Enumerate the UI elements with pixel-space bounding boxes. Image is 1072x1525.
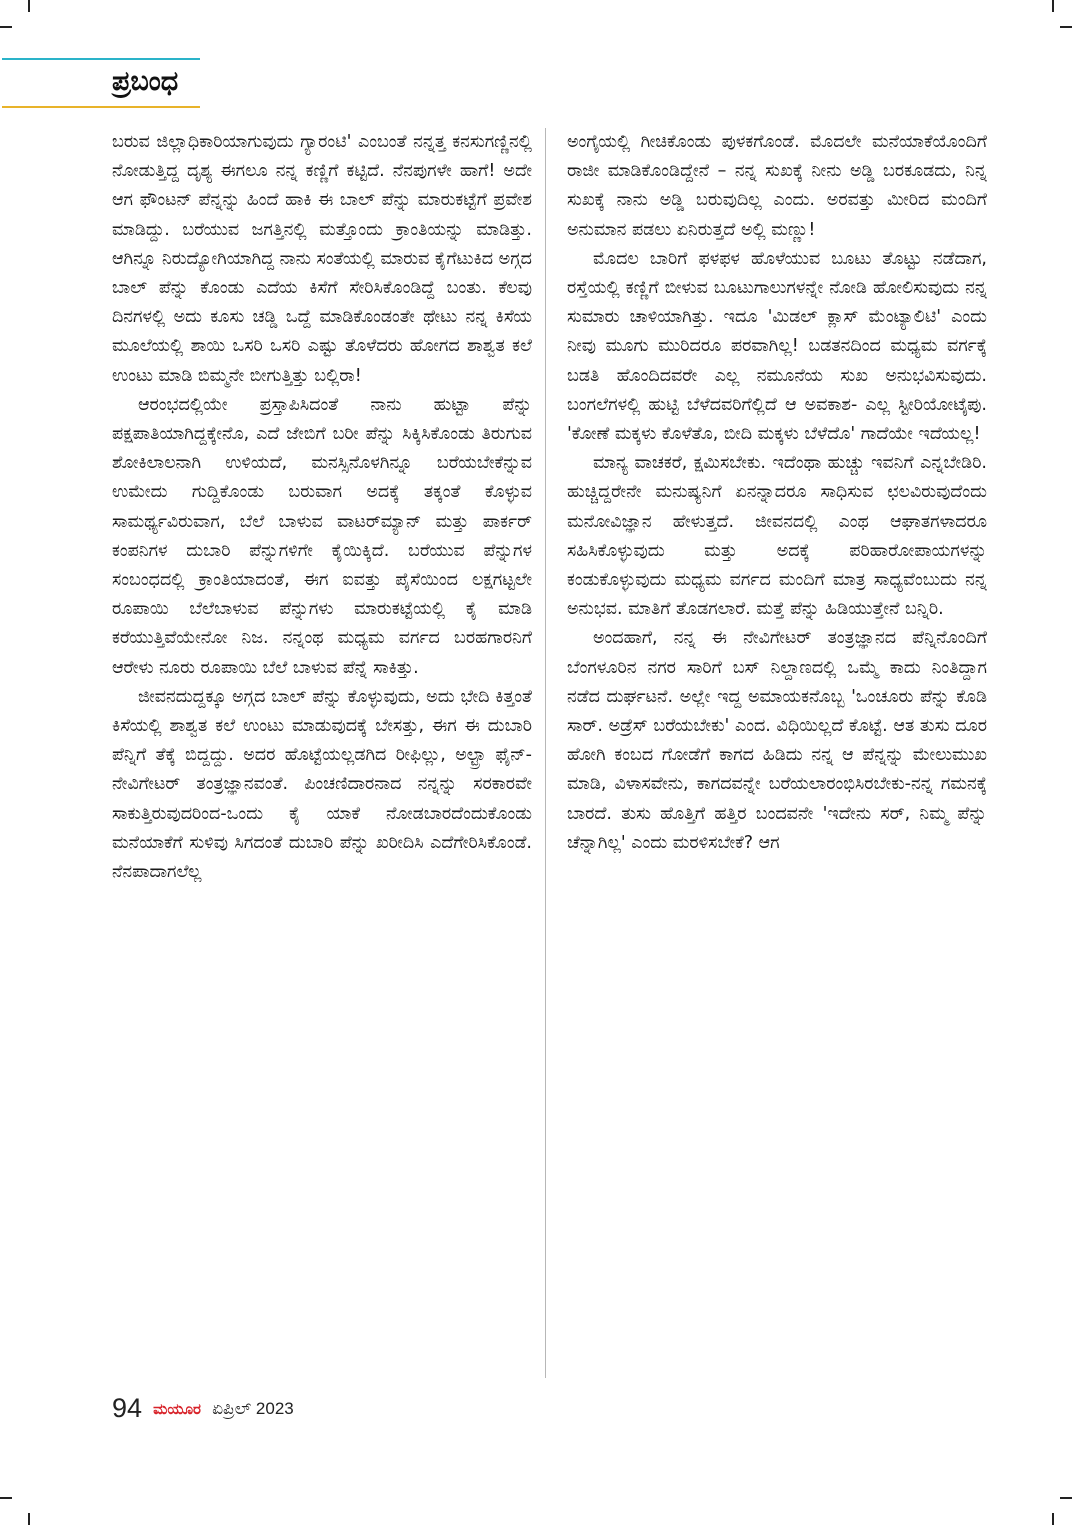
crop-mark [1052, 1513, 1054, 1525]
paragraph: ಮಾನ್ಯ ವಾಚಕರೆ, ಕ್ಷಮಿಸಬೇಕು. ಇದೆಂಥಾ ಹುಚ್ಚು ಇವನಿಗೆ ಎನ್ನಬೇಡಿರಿ. ಹುಚ್ಚಿದ್ದರೇನೇ ಮನುಷ್ಯನಿಗೆ ಏನನ್ನಾದರೂ ಸಾಧಿಸುವ ಛಲವಿರುವುದೆಂದು ಮನೋವಿಜ್ಞಾನ ಹೇಳುತ್ತದೆ. ಜೀವನದಲ್ಲಿ ಎಂಥ ಆಘಾತಗಳಾದರೂ ಸಹಿಸಿಕೊಳ್ಳುವುದು ಮತ್ತು ಅದಕ್ಕೆ ಪರಿಹಾರೋಪಾಯಗಳನ್ನು ಕಂಡುಕೊಳ್ಳುವುದು ಮಧ್ಯಮ ವರ್ಗದ ಮಂದಿಗೆ ಮಾತ್ರ ಸಾಧ್ಯವೆಂಬುದು ನನ್ನ ಅನುಭವ. ಮಾತಿಗೆ ತೊಡಗಲಾರೆ. ಮತ್ತೆ ಪೆನ್ನು ಹಿಡಿಯುತ್ತೇನೆ ಬನ್ನಿರಿ. [567, 453, 987, 620]
crop-mark [1060, 1497, 1072, 1499]
header-rule-bottom [2, 106, 200, 108]
paragraph: ಜೀವನದುದ್ದಕ್ಕೂ ಅಗ್ಗದ ಬಾಲ್ ಪೆನ್ನು ಕೊಳ್ಳುವುದು, ಅದು ಭೇದಿ ಕಿತ್ತಂತೆ ಕಿಸೆಯಲ್ಲಿ ಶಾಶ್ವತ ಕಲೆ ಉಂಟು ಮಾಡುವುದಕ್ಕೆ ಬೇಸತ್ತು, ಈಗ ಈ ದುಬಾರಿ ಪೆನ್ನಿಗೆ ತೆಕ್ಕೆ ಬಿದ್ದದ್ದು. ಅದರ ಹೊಟ್ಟೆಯಲ್ಲಡಗಿದ ರೀಫಿಲ್ಲು, ಅಲ್ಟ್ರಾ ಫೈನ್-ನೇವಿಗೇಟರ್ ತಂತ್ರಜ್ಞಾನವಂತೆ. ಪಿಂಚಣಿದಾರನಾದ ನನ್ನನ್ನು ಸರಕಾರವೇ ಸಾಕುತ್ತಿರುವುದರಿಂದ-ಒಂದು ಕೈ ಯಾಕೆ ನೋಡಬಾರದೆಂದುಕೊಂಡು ಮನೆಯಾಕೆಗೆ ಸುಳಿವು ಸಿಗದಂತೆ ದುಬಾರಿ ಪೆನ್ನು ಖರೀದಿಸಿ ಎದೆಗೇರಿಸಿಕೊಂಡೆ. ನೆನಪಾದಾಗಲೆಲ್ಲ [112, 686, 532, 883]
page-footer [112, 1393, 294, 1433]
article-column-right [567, 128, 987, 1380]
paragraph: ಅಂದಹಾಗೆ, ನನ್ನ ಈ ನೇವಿಗೇಟರ್ ತಂತ್ರಜ್ಞಾನದ ಪೆನ್ನಿನೊಂದಿಗೆ ಬೆಂಗಳೂರಿನ ನಗರ ಸಾರಿಗೆ ಬಸ್ ನಿಲ್ದಾಣದಲ್ಲಿ ಒಮ್ಮೆ ಕಾದು ನಿಂತಿದ್ದಾಗ ನಡೆದ ದುರ್ಘಟನೆ. ಅಲ್ಲೇ ಇದ್ದ ಅಮಾಯಕನೊಬ್ಬ 'ಒಂಚೂರು ಪೆನ್ನು ಕೊಡಿ ಸಾರ್. ಅಡ್ರೆಸ್ ಬರೆಯಬೇಕು' ಎಂದ. ವಿಧಿಯಿಲ್ಲದೆ ಕೊಟ್ಟೆ. ಆತ ತುಸು ದೂರ ಹೋಗಿ ಕಂಬದ ಗೋಡೆಗೆ ಕಾಗದ ಹಿಡಿದು ನನ್ನ ಆ ಪೆನ್ನನ್ನು ಮೇಲುಮುಖ ಮಾಡಿ, ವಿಳಾಸವೇನು, ಕಾಗದವನ್ನೇ ಬರೆಯಲಾರಂಭಿಸಿರಬೇಕು-ನನ್ನ ಗಮನಕ್ಕೆ ಬಾರದೆ. ತುಸು ಹೊತ್ತಿಗೆ ಹತ್ತಿರ ಬಂದವನೇ 'ಇದೇನು ಸರ್, ನಿಮ್ಮ ಪೆನ್ನು ಚೆನ್ನಾಗಿಲ್ಲ' ಎಂದು ಮರಳಿಸಬೇಕೆ? ಆಗ [567, 628, 987, 853]
page-number: 94 [112, 1393, 143, 1423]
magazine-logo: ಮಯೂರ [153, 1399, 201, 1418]
column-divider [545, 128, 546, 1378]
crop-mark [28, 1513, 30, 1525]
paragraph: ಮೊದಲ ಬಾರಿಗೆ ಫಳಫಳ ಹೊಳೆಯುವ ಬೂಟು ತೊಟ್ಟು ನಡೆದಾಗ, ರಸ್ತೆಯಲ್ಲಿ ಕಣ್ಣಿಗೆ ಬೀಳುವ ಬೂಟುಗಾಲುಗಳನ್ನೇ ನೋಡಿ ಹೋಲಿಸುವುದು ನನ್ನ ಸುಮಾರು ಚಾಳಿಯಾಗಿತ್ತು. ಇದೂ 'ಮಿಡಲ್ ಕ್ಲಾಸ್ ಮೆಂಟ್ಯಾಲಿಟಿ' ಎಂದು ನೀವು ಮೂಗು ಮುರಿದರೂ ಪರವಾಗಿಲ್ಲ! ಬಡತನದಿಂದ ಮಧ್ಯಮ ವರ್ಗಕ್ಕೆ ಬಡತಿ ಹೊಂದಿದವರೇ ಎಲ್ಲ ನಮೂನೆಯ ಸುಖ ಅನುಭವಿಸುವುದು. ಬಂಗಲೆಗಳಲ್ಲಿ ಹುಟ್ಟಿ ಬೆಳೆದವರಿಗೆಲ್ಲಿದೆ ಆ ಅವಕಾಶ- ಎಲ್ಲ ಸ್ಟೀರಿಯೋಟೈಪು. 'ಕೋಣೆ ಮಕ್ಕಳು ಕೊಳೆತೊ, ಬೀದಿ ಮಕ್ಕಳು ಬೆಳೆದೊ' ಗಾದೆಯೇ ಇದೆಯಲ್ಲ! [567, 248, 987, 445]
paragraph: ಬರುವ ಜಿಲ್ಲಾಧಿಕಾರಿಯಾಗುವುದು ಗ್ಯಾರಂಟಿ' ಎಂಬಂತೆ ನನ್ನತ್ತ ಕನಸುಗಣ್ಣಿನಲ್ಲಿ ನೋಡುತ್ತಿದ್ದ ದೃಶ್ಯ ಈಗಲೂ ನನ್ನ ಕಣ್ಣಿಗೆ ಕಟ್ಟಿದೆ. ನೆನಪುಗಳೇ ಹಾಗೆ! ಅದೇ ಆಗ ಫೌಂಟನ್ ಪೆನ್ನನ್ನು ಹಿಂದೆ ಹಾಕಿ ಈ ಬಾಲ್ ಪೆನ್ನು ಮಾರುಕಟ್ಟೆಗೆ ಪ್ರವೇಶ ಮಾಡಿದ್ದು. ಬರೆಯುವ ಜಗತ್ತಿನಲ್ಲಿ ಮತ್ತೊಂದು ಕ್ರಾಂತಿಯನ್ನು ಮಾಡಿತ್ತು. ಆಗಿನ್ನೂ ನಿರುದ್ಯೋಗಿಯಾಗಿದ್ದ ನಾನು ಸಂತೆಯಲ್ಲಿ ಮಾರುವ ಕೈಗೆಟುಕಿದ ಅಗ್ಗದ ಬಾಲ್ ಪೆನ್ನು ಕೊಂಡು ಎದೆಯ ಕಿಸೆಗೆ ಸೇರಿಸಿಕೊಂಡಿದ್ದೆ ಬಂತು. ಕೆಲವು ದಿನಗಳಲ್ಲಿ ಅದು ಕೂಸು ಚಡ್ಡಿ ಒದ್ದೆ ಮಾಡಿಕೊಂಡಂತೇ ಥೇಟು ನನ್ನ ಕಿಸೆಯ ಮೂಲೆಯಲ್ಲಿ ಶಾಯಿ ಒಸರಿ ಒಸರಿ ಎಷ್ಟು ತೊಳೆದರು ಹೋಗದ ಶಾಶ್ವತ ಕಲೆ ಉಂಟು ಮಾಡಿ ಬಿಮ್ಮನೇ ಬೀಗುತ್ತಿತ್ತು ಬಲ್ಲಿರಾ! [112, 132, 532, 386]
crop-mark [0, 1497, 12, 1499]
issue-date: ಏಪ್ರಿಲ್ 2023 [212, 1398, 294, 1418]
paragraph: ಆರಂಭದಲ್ಲಿಯೇ ಪ್ರಸ್ತಾಪಿಸಿದಂತೆ ನಾನು ಹುಟ್ಟಾ ಪೆನ್ನು ಪಕ್ಷಪಾತಿಯಾಗಿದ್ದಕ್ಕೇನೊ, ಎದೆ ಜೇಬಿಗೆ ಬರೀ ಪೆನ್ನು ಸಿಕ್ಕಿಸಿಕೊಂಡು ತಿರುಗುವ ಶೋಕಿಲಾಲನಾಗಿ ಉಳಿಯದೆ, ಮನಸ್ಸಿನೊಳಗಿನ್ನೂ ಬರೆಯಬೇಕೆನ್ನುವ ಉಮೇದು ಗುದ್ದಿಕೊಂಡು ಬರುವಾಗ ಅದಕ್ಕೆ ತಕ್ಕಂತೆ ಕೊಳ್ಳುವ ಸಾಮರ್ಥ್ಯವಿರುವಾಗ, ಬೆಲೆ ಬಾಳುವ ವಾಟರ್‌ಮ್ಯಾನ್ ಮತ್ತು ಪಾರ್ಕರ್ ಕಂಪನಿಗಳ ದುಬಾರಿ ಪೆನ್ನುಗಳಿಗೇ ಕೈಯಿಕ್ಕಿದೆ. ಬರೆಯುವ ಪೆನ್ನುಗಳ ಸಂಬಂಧದಲ್ಲಿ ಕ್ರಾಂತಿಯಾದಂತೆ, ಈಗ ಐವತ್ತು ಪೈಸೆಯಿಂದ ಲಕ್ಷಗಟ್ಟಲೇ ರೂಪಾಯಿ ಬೆಲೆಬಾಳುವ ಪೆನ್ನುಗಳು ಮಾರುಕಟ್ಟೆಯಲ್ಲಿ ಕೈ ಮಾಡಿ ಕರೆಯುತ್ತಿವೆಯೇನೋ ನಿಜ. ನನ್ನಂಥ ಮಧ್ಯಮ ವರ್ಗದ ಬರಹಗಾರನಿಗೆ ಆರೇಳು ನೂರು ರೂಪಾಯಿ ಬೆಲೆ ಬಾಳುವ ಪೆನ್ನೆ ಸಾಕಿತ್ತು. [112, 394, 532, 678]
article-column-left [112, 128, 532, 1380]
crop-mark [28, 0, 30, 12]
crop-mark [1052, 0, 1054, 12]
section-title: ಪ್ರಬಂಧ [112, 66, 179, 97]
header-rule-top [2, 58, 200, 60]
section-header [0, 58, 200, 110]
crop-mark [1060, 26, 1072, 28]
paragraph: ಅಂಗೈಯಲ್ಲಿ ಗೀಚಿಕೊಂಡು ಪುಳಕಗೊಂಡೆ. ಮೊದಲೇ ಮನೆಯಾಕೆಯೊಂದಿಗೆ ರಾಜೀ ಮಾಡಿಕೊಂಡಿದ್ದೇನೆ – ನನ್ನ ಸುಖಕ್ಕೆ ನೀನು ಅಡ್ಡಿ ಬರಕೂಡದು, ನಿನ್ನ ಸುಖಕ್ಕೆ ನಾನು ಅಡ್ಡಿ ಬರುವುದಿಲ್ಲ ಎಂದು. ಅರವತ್ತು ಮೀರಿದ ಮಂದಿಗೆ ಅನುಮಾನ ಪಡಲು ಏನಿರುತ್ತದೆ ಅಲ್ಲಿ ಮಣ್ಣು! [567, 132, 987, 240]
crop-mark [0, 26, 12, 28]
